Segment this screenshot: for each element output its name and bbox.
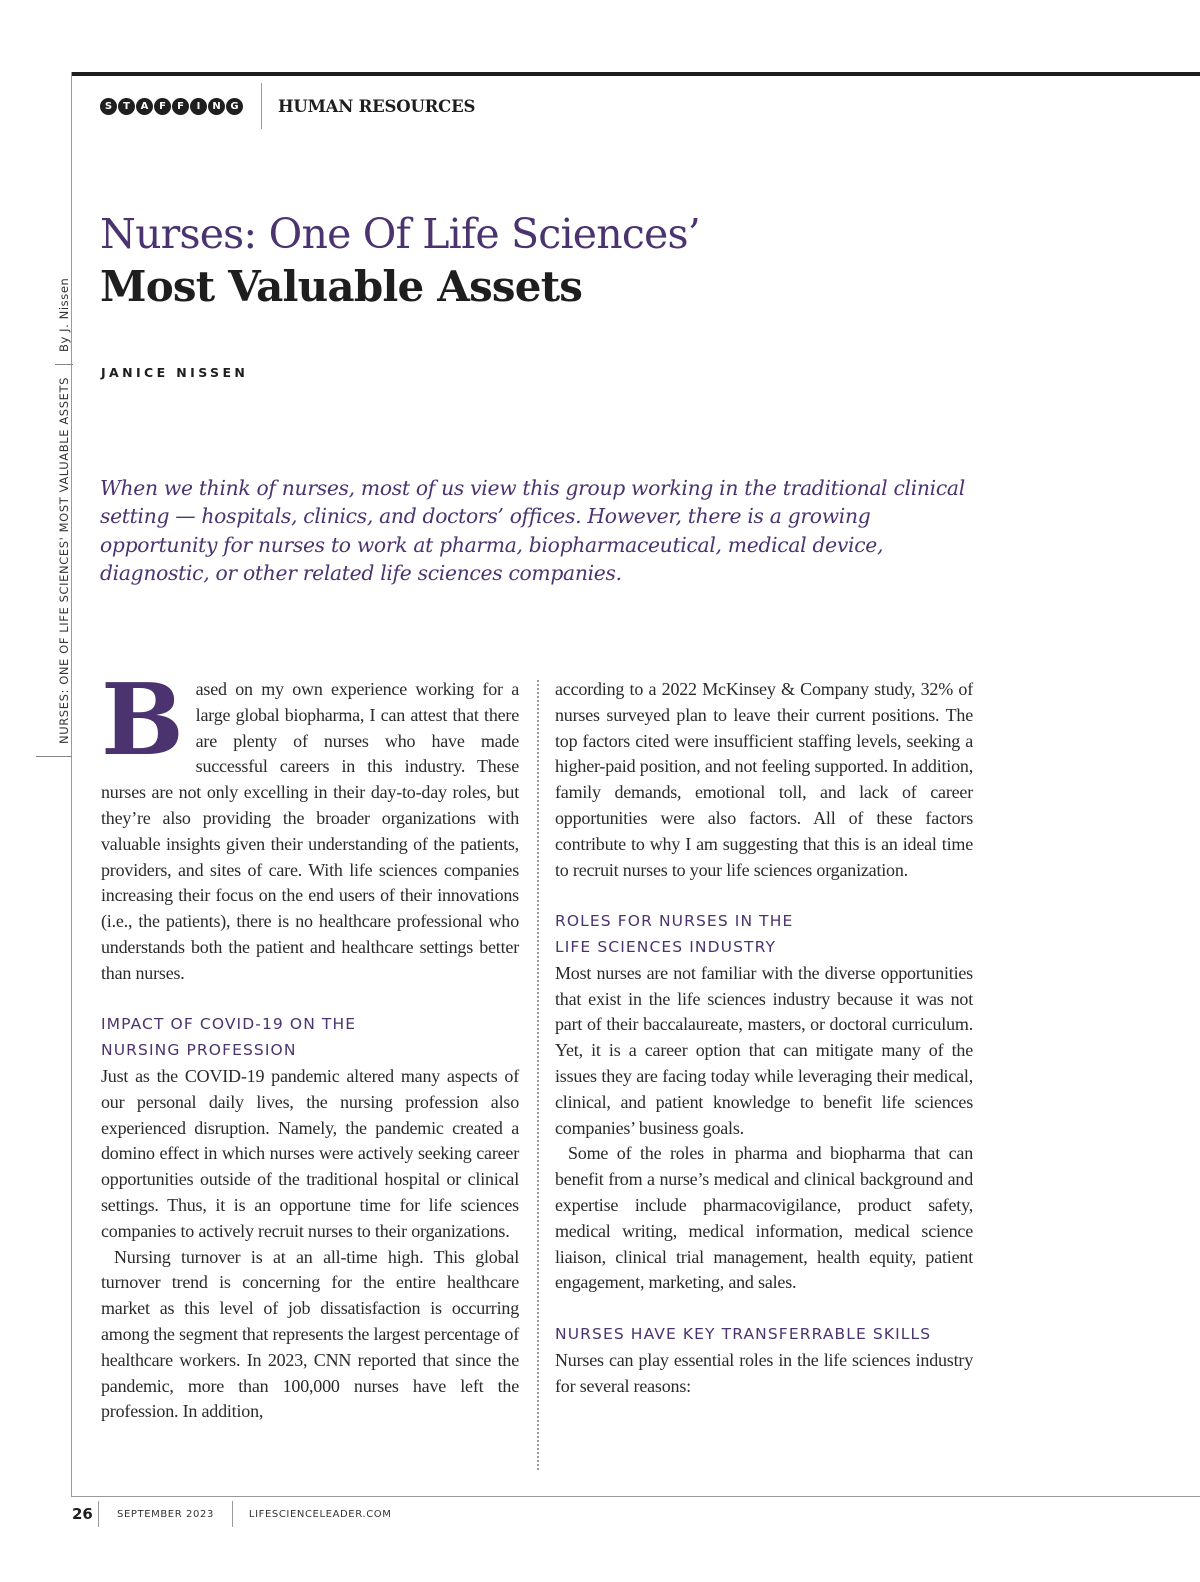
subhead-line: LIFE SCIENCES INDUSTRY: [555, 937, 777, 956]
kicker-separator: [261, 83, 262, 129]
side-running-head: [55, 278, 73, 744]
subhead-skills: NURSES HAVE KEY TRANSFERRABLE SKILLS: [555, 1324, 932, 1343]
badge-letter: G: [226, 98, 243, 115]
side-separator: [55, 364, 73, 365]
badge-letter: F: [154, 98, 171, 115]
paragraph-intro-text: ased on my own experience working for a large global biopharma, I can attest that there are plenty of nurses who have made successful careers in this industry. These nurses are not only excelling in their day-to-day roles, but they’re also providing the broader organizations with valuable insights given their understanding of the patients, providers, and sites of care. With life sciences companies increasing their focus on the end users of their innovations (i.e., the patients), there is no healthcare professional who understands both the patient and healthcare settings better than nurses.: [101, 679, 519, 983]
column-left: [101, 663, 519, 1425]
paragraph-intro: [101, 663, 519, 987]
page-footer: [72, 1500, 391, 1528]
section-kicker: [100, 91, 475, 121]
paragraph: Some of the roles in pharma and biopharma that can benefit from a nurse’s medical and clinical background and expertise include pharmacovigilance, product safety, medical writing, medical information, medical science liaison, clinical trial management, health equity, patient engagement, marketing, and sales.: [555, 1143, 973, 1293]
bottom-rule: [72, 1496, 1200, 1497]
author-name: JANICE NISSEN: [101, 365, 249, 380]
article-title-line2: Most Valuable Assets: [100, 262, 583, 311]
spacer: [101, 987, 519, 1013]
side-byline: By J. Nissen: [57, 277, 71, 352]
badge-letter: S: [100, 98, 117, 115]
footer-separator: [98, 1501, 99, 1527]
paragraph: Nurses can play essential roles in the life sciences industry for several reasons:: [555, 1349, 973, 1396]
paragraph: according to a 2022 McKinsey & Company study, 32% of nurses surveyed plan to leave their current positions. The top factors cited were insufficient staffing levels, seeking a higher-paid position, and not feeling supported. In addition, family demands, emotional toll, and lack of career opportunities were also factors. All of these factors contribute to why I am suggesting that this is an ideal time to recruit nurses to your life sciences organization.: [555, 679, 973, 880]
paragraph: Most nurses are not familiar with the diverse opportunities that exist in the life sciences industry because it was not part of their baccalaureate, masters, or doctoral curriculum. Yet, it is a career option that can mitigate many of the issues they are facing today while leveraging their medical, clinical, and patient knowledge to benefit life sciences companies’ business goals.: [555, 962, 973, 1138]
article-deck: When we think of nurses, most of us view this group working in the traditional clinical setting — hospitals, clinics, and doctors’ offices. However, there is a growing opportunity for nurses to work at pharma, biopharmaceutical, medical device, diagnostic, or other related life sciences companies.: [100, 476, 965, 585]
side-tick: [36, 756, 72, 757]
badge-letter: A: [136, 98, 153, 115]
subhead-covid: [101, 1012, 519, 1064]
paragraph: Nursing turnover is at an all-time high. This global turnover trend is concerning for the entire healthcare market as this level of job dissatisfaction is occurring among the segment that represents the largest percentage of healthcare workers. In 2023, CNN reported that since the pandemic, more than 100,000 nurses have left the profession. In addition,: [101, 1246, 519, 1422]
article-title-line1: Nurses: One Of Life Sciences’: [100, 210, 700, 258]
footer-separator: [232, 1501, 233, 1527]
issue-date: SEPTEMBER 2023: [117, 1508, 214, 1520]
badge-letter: T: [118, 98, 135, 115]
spacer: [555, 1296, 973, 1322]
subhead-line: IMPACT OF COVID-19 ON THE: [101, 1015, 357, 1034]
subhead-line: ROLES FOR NURSES IN THE: [555, 912, 794, 931]
section-label: HUMAN RESOURCES: [278, 96, 476, 116]
badge-letter: I: [190, 98, 207, 115]
drop-cap: B: [101, 663, 184, 778]
paragraph: Just as the COVID-19 pandemic altered many aspects of our personal daily lives, the nursing profession also experienced disruption. Namely, the pandemic created a domino effect in which nurses were actively seeking career opportunities outside of the traditional hospital or clinical settings. Thus, it is an opportune time for life sciences companies to actively recruit nurses to their organizations.: [101, 1065, 519, 1241]
badge-letter: F: [172, 98, 189, 115]
subhead-line: NURSING PROFESSION: [101, 1041, 297, 1060]
subhead-roles: [555, 909, 973, 961]
site-url: LIFESCIENCELEADER.COM: [248, 1508, 392, 1520]
top-rule: [72, 72, 1200, 76]
spacer: [555, 883, 973, 909]
page-number: 26: [72, 1505, 93, 1523]
side-title: NURSES: ONE OF LIFE SCIENCES' MOST VALUABLE ASSETS: [57, 377, 71, 744]
badge-letter: N: [208, 98, 225, 115]
column-divider: [537, 680, 539, 1470]
staffing-badges: [100, 98, 243, 115]
column-right: [555, 677, 973, 1399]
